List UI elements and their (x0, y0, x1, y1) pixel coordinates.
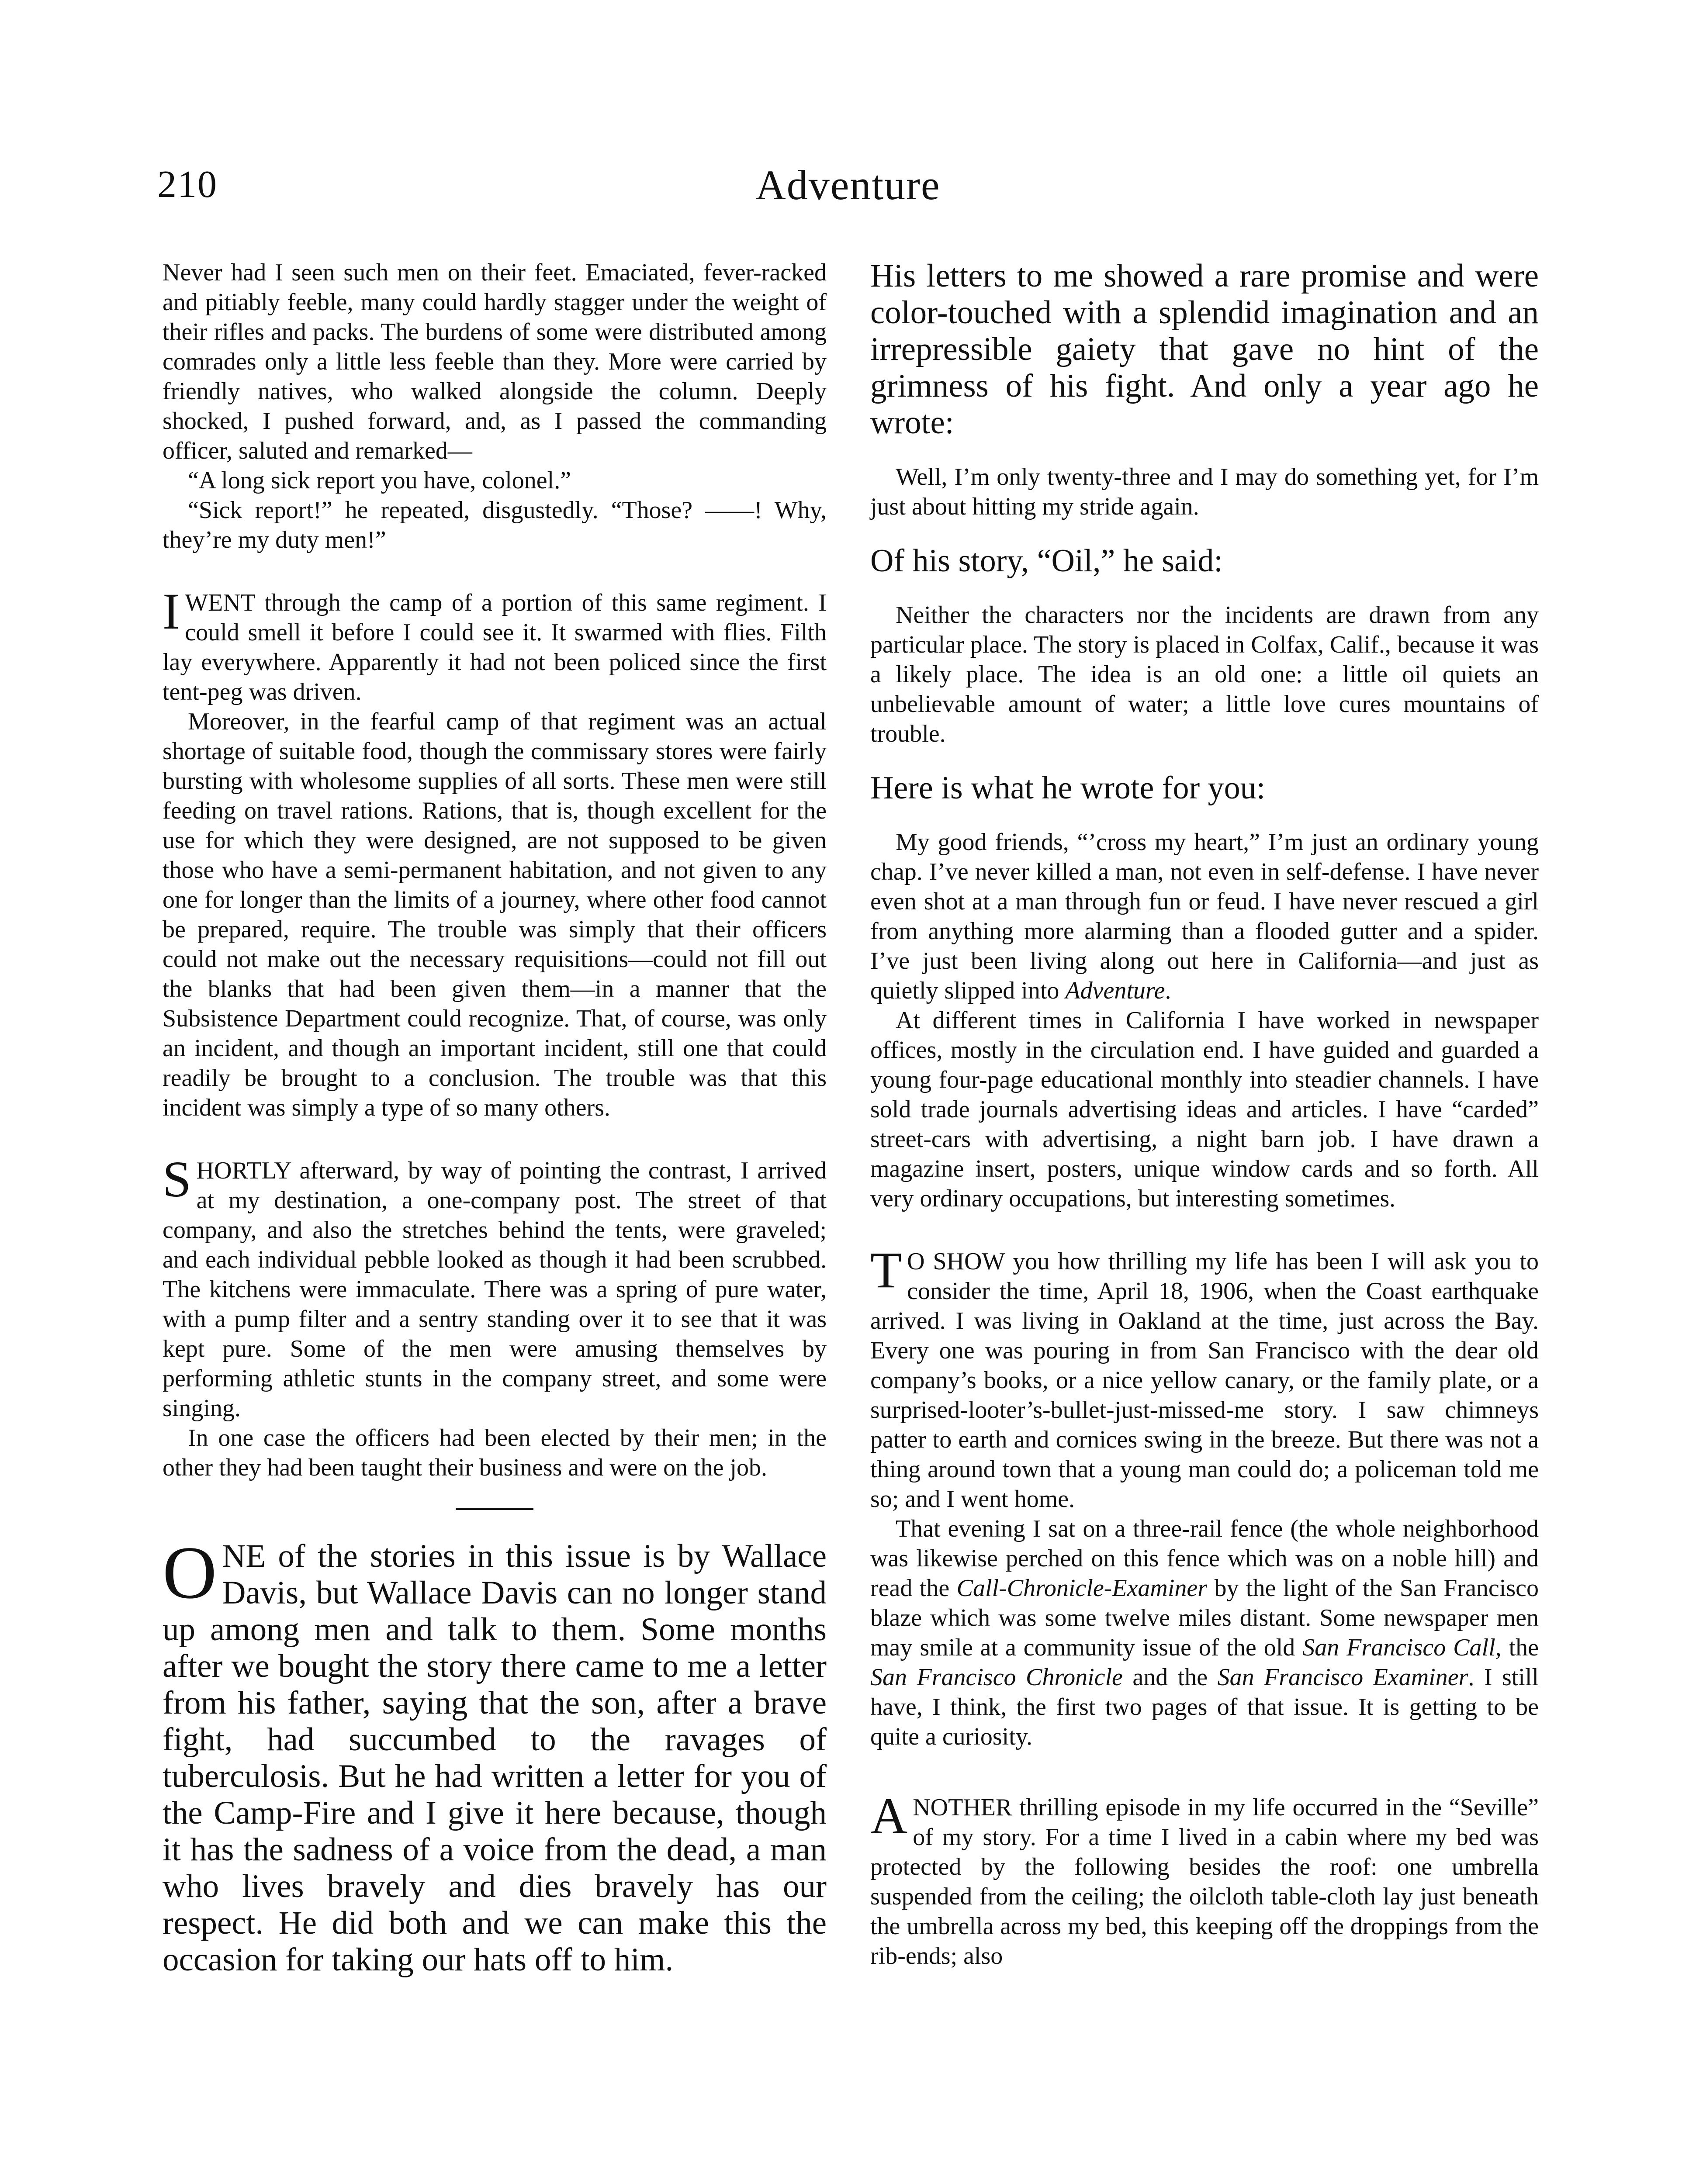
drop-cap: O (163, 1531, 217, 1614)
drop-cap: I (163, 583, 180, 640)
drop-cap: A (870, 1787, 908, 1845)
paragraph-sick-report: “A long sick report you have, colonel.” (188, 467, 571, 494)
page-title: Adventure (755, 162, 941, 208)
section-earthquake-text: O SHOW you how thrilling my life has been I will ask you to consider the time, April 18, 1906, when the Coast earthquake arrived. I was living in Oakland at the time, just across the Bay. Every one was pouring in from San Francisco with the dear old company’s books, or a nice yellow canary, or the family plate, or a surprised-looter’s-bullet-just-missed-me story. I saw chimneys patter to earth and cornices swing in the breeze. But there was not a thing around town that a young man could do; a policeman told me so; and I went home. (870, 1248, 1539, 1513)
section-seville-text: NOTHER thrilling episode in my life occurred in the “Seville” of my story. For a time I lived in a cabin where my bed was protected by the following besides the roof: one umbrella suspended from the ceiling; the oilcloth table-cloth lay just beneath the umbrella across my bed, this keeping off the droppings from the rib-ends; also (870, 1794, 1539, 1970)
newspaper-title: San Francisco Examiner (1217, 1664, 1468, 1691)
fence-text: by the light of the San Francisco blaze which was some twelve miles distant. Some newspaper men may smile at a community issue of the old (870, 1575, 1539, 1661)
newspaper-title: Call-Chronicle-Examiner (956, 1575, 1208, 1602)
subhead-letter: Here is what he wrote for you: (870, 770, 1266, 806)
section-divider (456, 1508, 533, 1510)
quote-oil: Neither the characters nor the incidents are drawn from any particular place. The story is placed in Colfax, Calif., because it was a likely place. The idea is an old one: a little oil quiets an unbelievable amount of water; a little love cures mountains of trouble. (870, 601, 1539, 747)
fence-text: , the (1495, 1634, 1539, 1661)
newspaper-title: San Francisco Call (1302, 1634, 1495, 1661)
section-one-company-post-text: HORTLY afterward, by way of pointing the contrast, I arrived at my destination, a one-company post. The street of that company, and also the stretches behind the tents, were graveled; and each individual pebble looked as though it had been scrubbed. The kitchens were immaculate. There was a spring of pure water, with a pump filter and a sentry standing over it to see that it was kept pure. Some of the men were amusing themselves by performing athletic stunts in the company street, and some were singing. (163, 1157, 827, 1422)
paragraph-sick-men: Never had I seen such men on their feet. Emaciated, fever-racked and pitiably feeble, many could hardly stagger under the weight of their rifles and packs. The burdens of some were distributed among comrades only a little less feeble than they. More were carried by friendly natives, who walked alongside the column. Deeply shocked, I pushed forward, and, as I passed the commanding officer, saluted and remarked— (163, 259, 827, 464)
left-column (163, 258, 827, 1978)
letter-paragraph-occupations: At different times in California I have worked in newspaper offices, mostly in the circulation end. I have guided and guarded a young four-page educational monthly into steadier channels. I have sold trade journals advertising ideas and articles. I have “carded” street-cars with advertising, a night barn job. I have drawn a magazine insert, posters, unique window cards and so forth. All very ordinary occupations, but interesting sometimes. (870, 1007, 1539, 1212)
page-number: 210 (157, 163, 218, 206)
paragraph-his-letters: His letters to me showed a rare promise and were color-touched with a splendid imagination and an irrepressible gaiety that gave no hint of the grimness of his fight. And only a year ago he wrote: (870, 258, 1539, 441)
section-camp-text: WENT through the camp of a portion of this same regiment. I could smell it before I could see it. It swarmed with flies. Filth lay everywhere. Apparently it had not been policed since the first tent-peg was driven. (163, 589, 827, 705)
paragraph-duty-men: “Sick report!” he repeated, disgustedly. “Those? ——! Why, they’re my duty men!” (163, 497, 827, 553)
drop-cap: T (870, 1241, 902, 1299)
newspaper-title: San Francisco Chronicle (870, 1664, 1123, 1691)
letter-text-end: . (1165, 977, 1171, 1004)
right-column (870, 258, 1539, 1971)
paragraph-fence (870, 1514, 1539, 1752)
letter-paragraph-ordinary-chap (870, 827, 1539, 1006)
section-wallace-davis-text: NE of the stories in this issue is by Wallace Davis, but Wallace Davis can no longer stand up among men and talk to them. Some months after we bought the story there came to me a letter from his father, saying that the son, after a brave fight, had succumbed to the ravages of tuberculosis. But he had written a letter for you of the Camp-Fire and I give it here because, though it has the sadness of a voice from the dead, a man who lives bravely and dies bravely has our respect. He did both and we can make this the occasion for taking our hats off to him. (163, 1538, 827, 1978)
drop-cap: S (163, 1151, 191, 1208)
magazine-title: Adventure (1065, 977, 1165, 1004)
fence-text: That evening I sat on a three-rail fence (the whole neighborhood was likewise perched on this fence which was on a noble hill) and read the (870, 1515, 1539, 1602)
fence-text: . I still have, I think, the first two pages of that issue. It is getting to be quite a curiosity. (870, 1664, 1539, 1750)
section-seville (870, 1787, 1539, 1971)
paragraph-officers: In one case the officers had been elected by their men; in the other they had been taught their business and were on the job. (163, 1424, 827, 1481)
section-wallace-davis (163, 1531, 827, 1978)
quote-twenty-three: Well, I’m only twenty-three and I may do something yet, for I’m just about hitting my stride again. (870, 463, 1539, 520)
paragraph-rations: Moreover, in the fearful camp of that regiment was an actual shortage of suitable food, though the commissary stores were fairly bursting with wholesome supplies of all sorts. These men were still feeding on travel rations. Rations, that is, though excellent for the use for which they were designed, are not supposed to be given those who have a semi-permanent habitation, and not given to any one for longer than the limits of a journey, where other food cannot be prepared, require. The trouble was simply that their officers could not make out the necessary requisitions—could not fill out the blanks that had been given them—in a manner that the Subsistence Department could recognize. That, of course, was only an incident, and though an important incident, still one that could readily be brought to a conclusion. The trouble was that this incident was simply a type of so many others. (163, 708, 827, 1121)
section-one-company-post (163, 1151, 827, 1423)
section-earthquake (870, 1241, 1539, 1514)
fence-text: and the (1122, 1664, 1218, 1691)
letter-text: My good friends, “’cross my heart,” I’m just an ordinary young chap. I’ve never killed a man, not even in self-defense. I have never even shot at a man through fun or feud. I have never rescued a girl from anything more alarming than a flooded gutter and a spider. I’ve just been living along out here in California—and just as quietly slipped into (870, 829, 1539, 1004)
section-camp (163, 583, 827, 707)
subhead-oil: Of his story, “Oil,” he said: (870, 543, 1223, 579)
